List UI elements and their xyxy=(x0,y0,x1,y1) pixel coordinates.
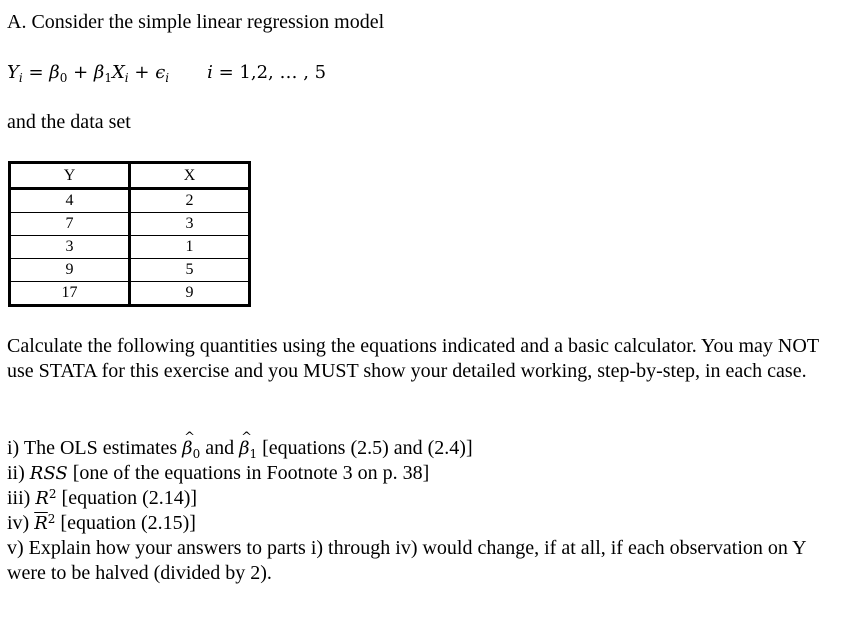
cell-y: 3 xyxy=(10,236,130,259)
question-5: v) Explain how your answers to parts i) through iv) would change, if at all, if each observation on Y were to be halved (divided by 2). xyxy=(7,537,806,584)
column-header-x: X xyxy=(130,163,250,189)
table-row xyxy=(10,236,250,259)
cell-x: 5 xyxy=(130,259,250,282)
table-row xyxy=(10,282,250,306)
cell-x: 9 xyxy=(130,282,250,306)
cell-y: 7 xyxy=(10,213,130,236)
table-row xyxy=(10,213,250,236)
question-2: ii) RSS [one of the equations in Footnote 3 on p. 38] xyxy=(7,462,430,484)
table-header-row xyxy=(10,163,250,189)
table-row xyxy=(10,189,250,213)
cell-x: 1 xyxy=(130,236,250,259)
cell-x: 3 xyxy=(130,213,250,236)
index-range: = 1,2, … , 5 xyxy=(218,62,327,83)
index-variable: i xyxy=(207,62,213,83)
question-3: iii) $R^2$ [equation (2.14)] xyxy=(7,487,198,509)
instructions-paragraph: Calculate the following quantities using the equations indicated and a basic calculator. You may NOT use STATA for this exercise and you MUST show your detailed working, step-by-step, in each case. xyxy=(7,335,819,382)
question-1: i) The OLS estimates ^ $\beta_0$ and ^ $\beta_1$ [equations (2.5) and (2.4)] xyxy=(7,436,847,461)
column-header-y: Y xyxy=(10,163,130,189)
question-4: iv) $\overline{R}^2$ [equation (2.15)] xyxy=(7,512,196,534)
table-row xyxy=(10,259,250,282)
dataset-label: and the data set xyxy=(7,111,131,133)
data-table xyxy=(8,161,251,307)
cell-y: 17 xyxy=(10,282,130,306)
cell-y: 4 xyxy=(10,189,130,213)
question-list xyxy=(7,436,847,586)
cell-y: 9 xyxy=(10,259,130,282)
regression-equation: $Y_i = \beta_0 + \beta_1X_i + \epsilon_i$ i = 1,2, … , 5 xyxy=(7,62,327,85)
exercise-title: A. Consider the simple linear regression model xyxy=(7,11,385,33)
cell-x: 2 xyxy=(130,189,250,213)
